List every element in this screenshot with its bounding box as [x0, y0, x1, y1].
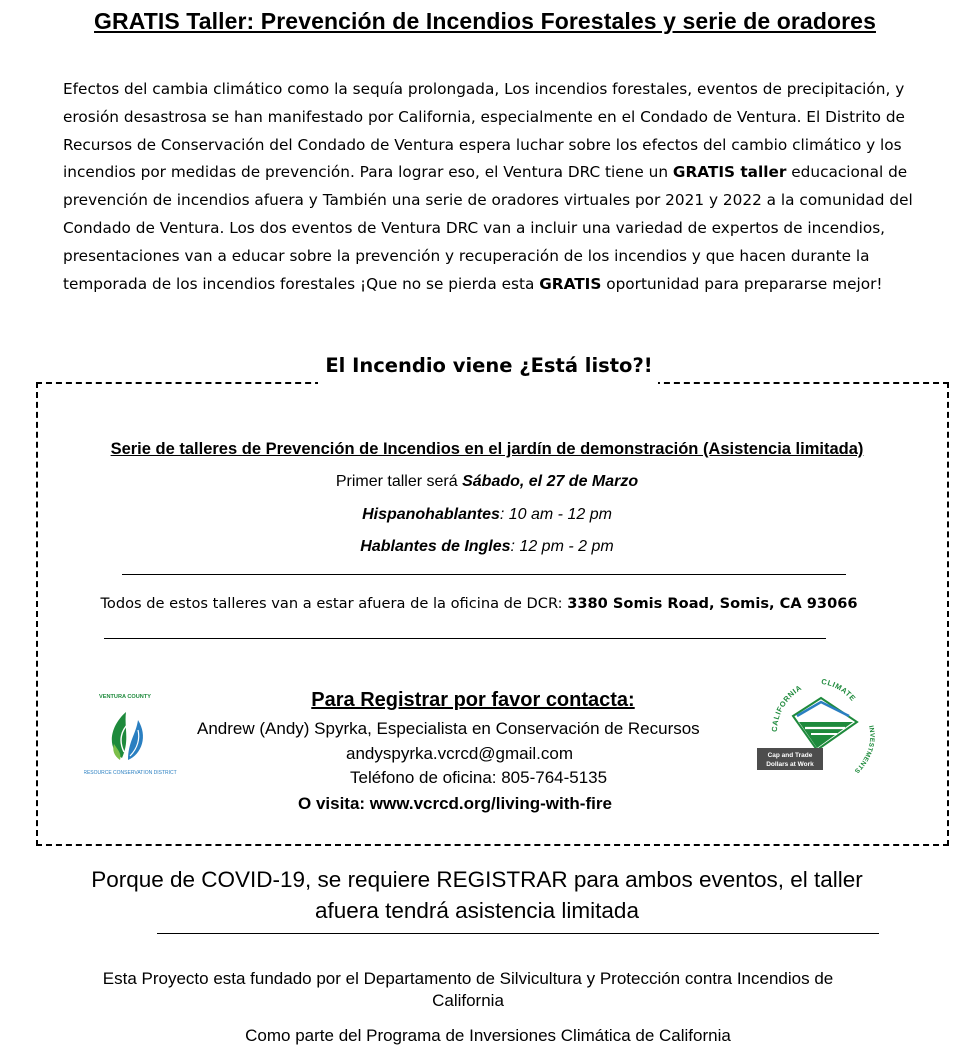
intro-text-1: Efectos del cambia climático como la sequía prolongada, Los incendios forestales, eventos de precipitación, y erosión desastrosa se han manifestado por California, especialmente en el Condado de Ventura. El Distrito de Recursos de Conservación del Condado de Ventura espera luchar sobre los efectos del cambio climático y los incendios por medidas de prevención. Para lograr eso, el Ventura DRC tiene un — [63, 80, 905, 182]
covid-line-2: afuera tendrá asistencia limitada — [315, 898, 639, 923]
funding-note — [0, 968, 936, 1012]
covid-line-1: Porque de COVID-19, se requiere REGISTRAR para ambos eventos, el taller — [91, 867, 863, 892]
contact-name: Andrew (Andy) Spyrka, Especialista en Conservación de Recursos — [197, 719, 700, 738]
covid-notice — [0, 864, 954, 926]
california-climate-investments-logo — [757, 676, 881, 774]
logo-right-tag-2: Dollars at Work — [766, 761, 814, 768]
spanish-session-label: Hispanohablantes — [362, 506, 500, 523]
program-note: Como parte del Programa de Inversiones Climática de California — [245, 1026, 731, 1045]
logo-right-arc-right: CLIMATE — [820, 676, 858, 704]
series-title: Serie de talleres de Prevención de Incendios en el jardín de demonstración (Asistencia limitada) — [110, 440, 864, 458]
logo-right-arc-left: CALIFORNIA — [769, 683, 804, 733]
svg-text:CLIMATE — [821, 677, 858, 703]
intro-paragraph — [63, 76, 925, 298]
location-line — [0, 595, 958, 612]
svg-text:INVESTMENTS — [852, 725, 875, 774]
box-headline: El Incendio viene ¿Está listo?! — [325, 354, 653, 377]
register-heading: Para Registrar por favor contacta: — [311, 689, 635, 711]
contact-email[interactable]: andyspyrka.vcrcd@gmail.com — [346, 744, 573, 763]
first-workshop-prefix: Primer taller será — [335, 473, 463, 490]
location-prefix: Todos de estos talleres van a estar afuera de la oficina de DCR: — [100, 595, 568, 612]
divider — [157, 933, 879, 934]
intro-text-3: oportunidad para prepararse mejor! — [601, 274, 883, 293]
location-address: 3380 Somis Road, Somis, CA 93066 — [567, 595, 858, 612]
first-workshop-date: Sábado, el 27 de Marzo — [462, 473, 639, 490]
intro-bold-free-workshop: GRATIS taller — [672, 163, 787, 182]
contact-website[interactable]: O visita: www.vcrcd.org/living-with-fire — [298, 794, 612, 813]
logo-left-top-text: VENTURA COUNTY — [98, 694, 152, 700]
contact-phone: Teléfono de oficina: 805-764-5135 — [350, 768, 608, 787]
english-session-time: : 12 pm - 2 pm — [510, 538, 614, 555]
intro-text-2: educacional de prevención de incendios afuera y También una serie de oradores virtuales por 2021 y 2022 a la comunidad del Condado de Ventura. Los dos eventos de Ventura DRC van a incluir una variedad de expertos de incendios, presentaciones van a educar sobre la prevención y recuperación de los incendios y que hacen durante la temporada de los incendios forestales ¡Que no se pierda esta — [63, 163, 913, 293]
box-gap — [318, 378, 658, 386]
spanish-session-time: : 10 am - 12 pm — [499, 506, 612, 523]
divider — [122, 574, 846, 575]
first-workshop-line — [0, 473, 970, 491]
logo-right-side-text: INVESTMENTS — [852, 724, 876, 774]
logo-left-bottom-text: RESOURCE CONSERVATION DISTRICT — [84, 770, 177, 776]
intro-bold-free: GRATIS — [539, 274, 602, 293]
english-session — [0, 538, 970, 556]
logo-right-tag-1: Cap and Trade — [767, 752, 813, 759]
divider — [104, 638, 826, 639]
funding-line-2: California — [432, 991, 504, 1010]
english-session-label: Hablantes de Ingles — [360, 538, 511, 555]
page-title: GRATIS Taller: Prevención de Incendios Forestales y serie de oradores — [94, 8, 876, 34]
funding-line-1: Esta Proyecto esta fundado por el Departamento de Silvicultura y Protección contra Incendios de — [102, 969, 834, 988]
spanish-session — [0, 506, 970, 524]
